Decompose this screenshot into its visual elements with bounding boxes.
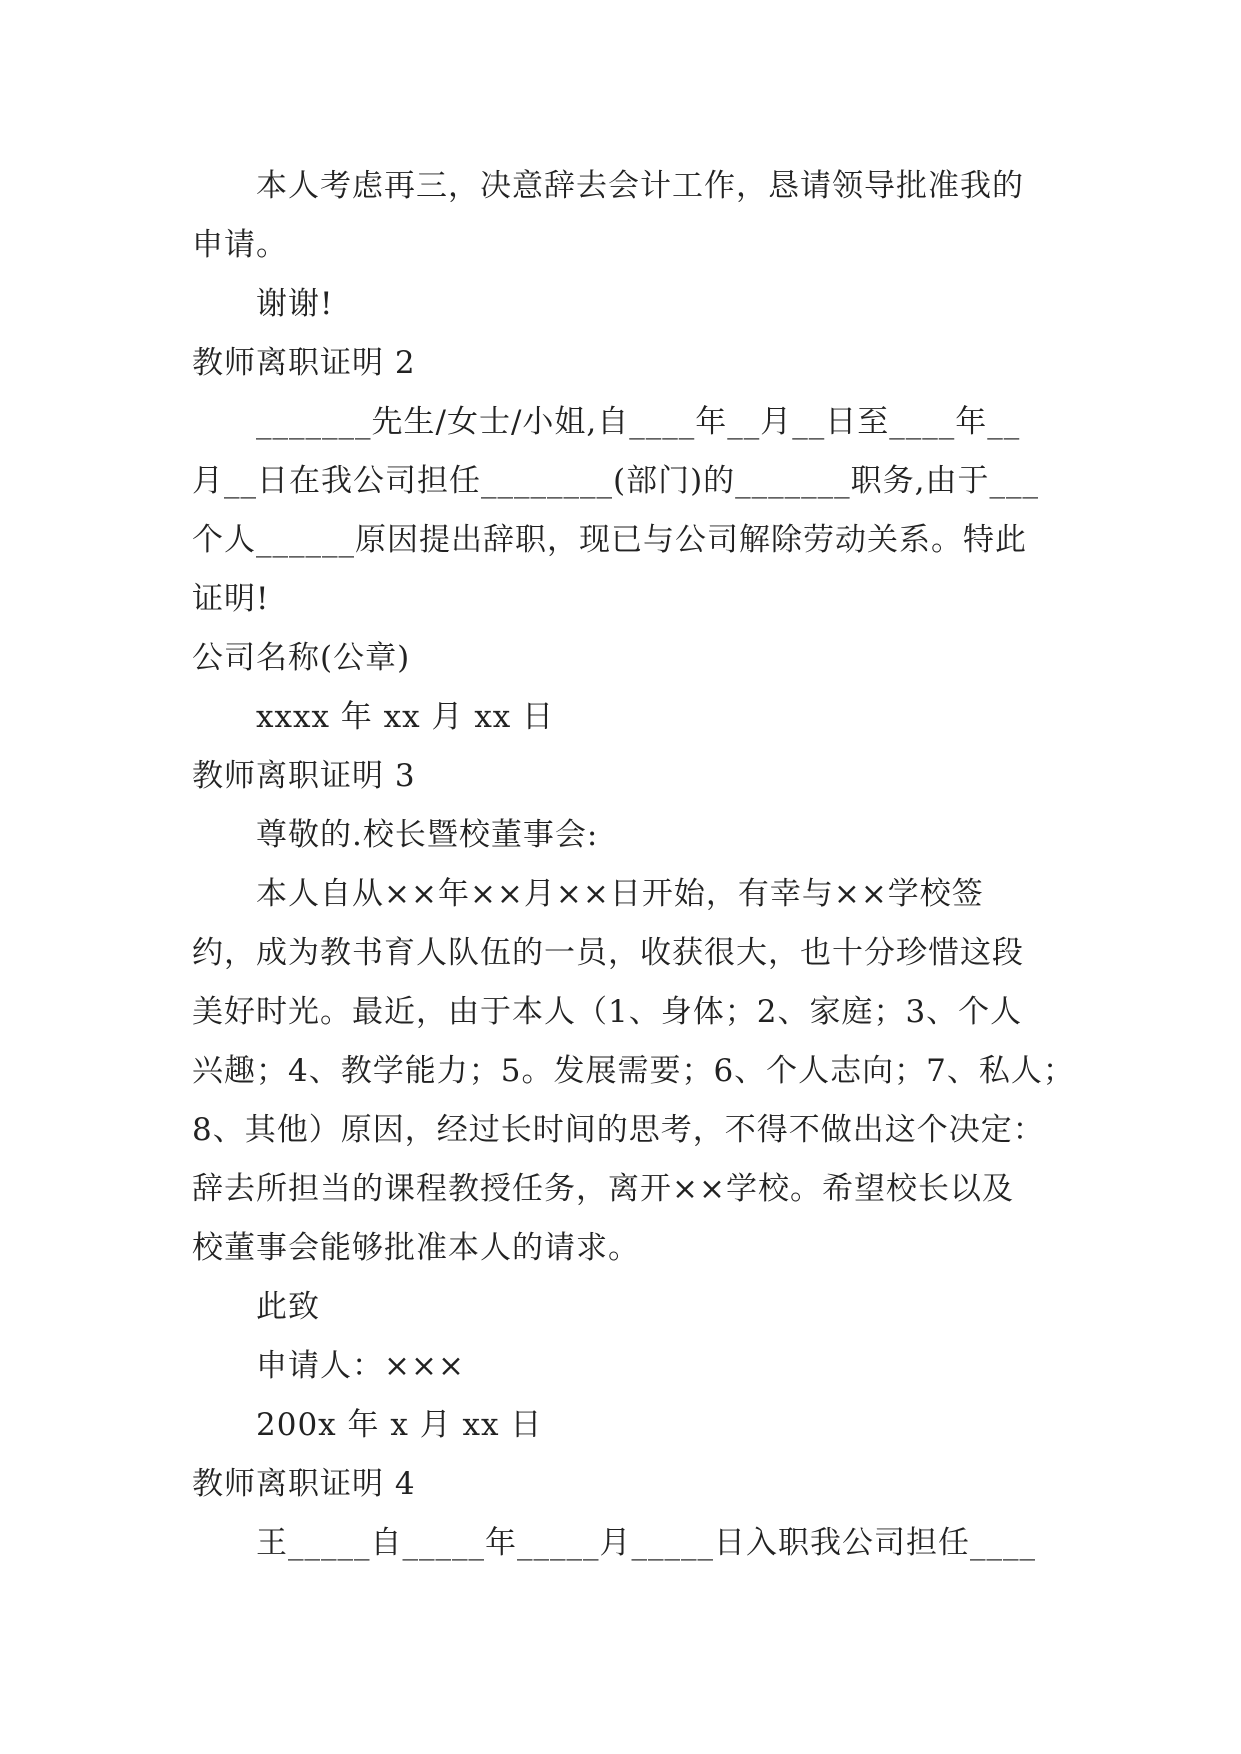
salutation-line: 尊敬的.校长暨校董事会: — [256, 817, 599, 853]
paragraph-line: 辞去所担当的课程教授任务，离开××学校。希望校长以及 — [192, 1171, 1014, 1207]
section-heading: 教师离职证明 3 — [192, 758, 416, 794]
closing-line: 此致 — [256, 1289, 320, 1325]
paragraph-line: 本人考虑再三，决意辞去会计工作，恳请领导批准我的 — [256, 168, 1024, 204]
paragraph-line: 美好时光。最近，由于本人（1、身体；2、家庭；3、个人 — [192, 994, 1023, 1030]
paragraph-line: 本人自从××年××月××日开始，有幸与××学校签 — [256, 876, 984, 912]
date-line: 200x 年 x 月 xx 日 — [256, 1407, 543, 1443]
paragraph-line: 公司名称(公章) — [192, 640, 411, 676]
applicant-line: 申请人：××× — [256, 1348, 465, 1384]
section-heading: 教师离职证明 4 — [192, 1466, 416, 1502]
section-heading: 教师离职证明 2 — [192, 345, 416, 381]
paragraph-line: 校董事会能够批准本人的请求。 — [192, 1230, 640, 1266]
paragraph-line: _______先生/女士/小姐,自____年__月__日至____年__ — [256, 404, 1021, 440]
paragraph-line: 申请。 — [192, 227, 288, 263]
paragraph-line: 谢谢! — [256, 286, 334, 322]
paragraph-line: 兴趣；4、教学能力；5。发展需要；6、个人志向；7、私人； — [192, 1053, 1075, 1089]
paragraph-line: 王_____自_____年_____月_____日入职我公司担任____ — [256, 1525, 1036, 1561]
date-line: xxxx 年 xx 月 xx 日 — [256, 699, 555, 735]
paragraph-line: 8、其他）原因，经过长时间的思考，不得不做出这个决定： — [192, 1112, 1045, 1148]
paragraph-line: 证明! — [192, 581, 270, 617]
paragraph-line: 约，成为教书育人队伍的一员，收获很大，也十分珍惜这段 — [192, 935, 1024, 971]
paragraph-line: 个人______原因提出辞职，现已与公司解除劳动关系。特此 — [192, 522, 1027, 558]
paragraph-line: 月__日在我公司担任________(部门)的_______职务,由于___ — [192, 463, 1040, 499]
